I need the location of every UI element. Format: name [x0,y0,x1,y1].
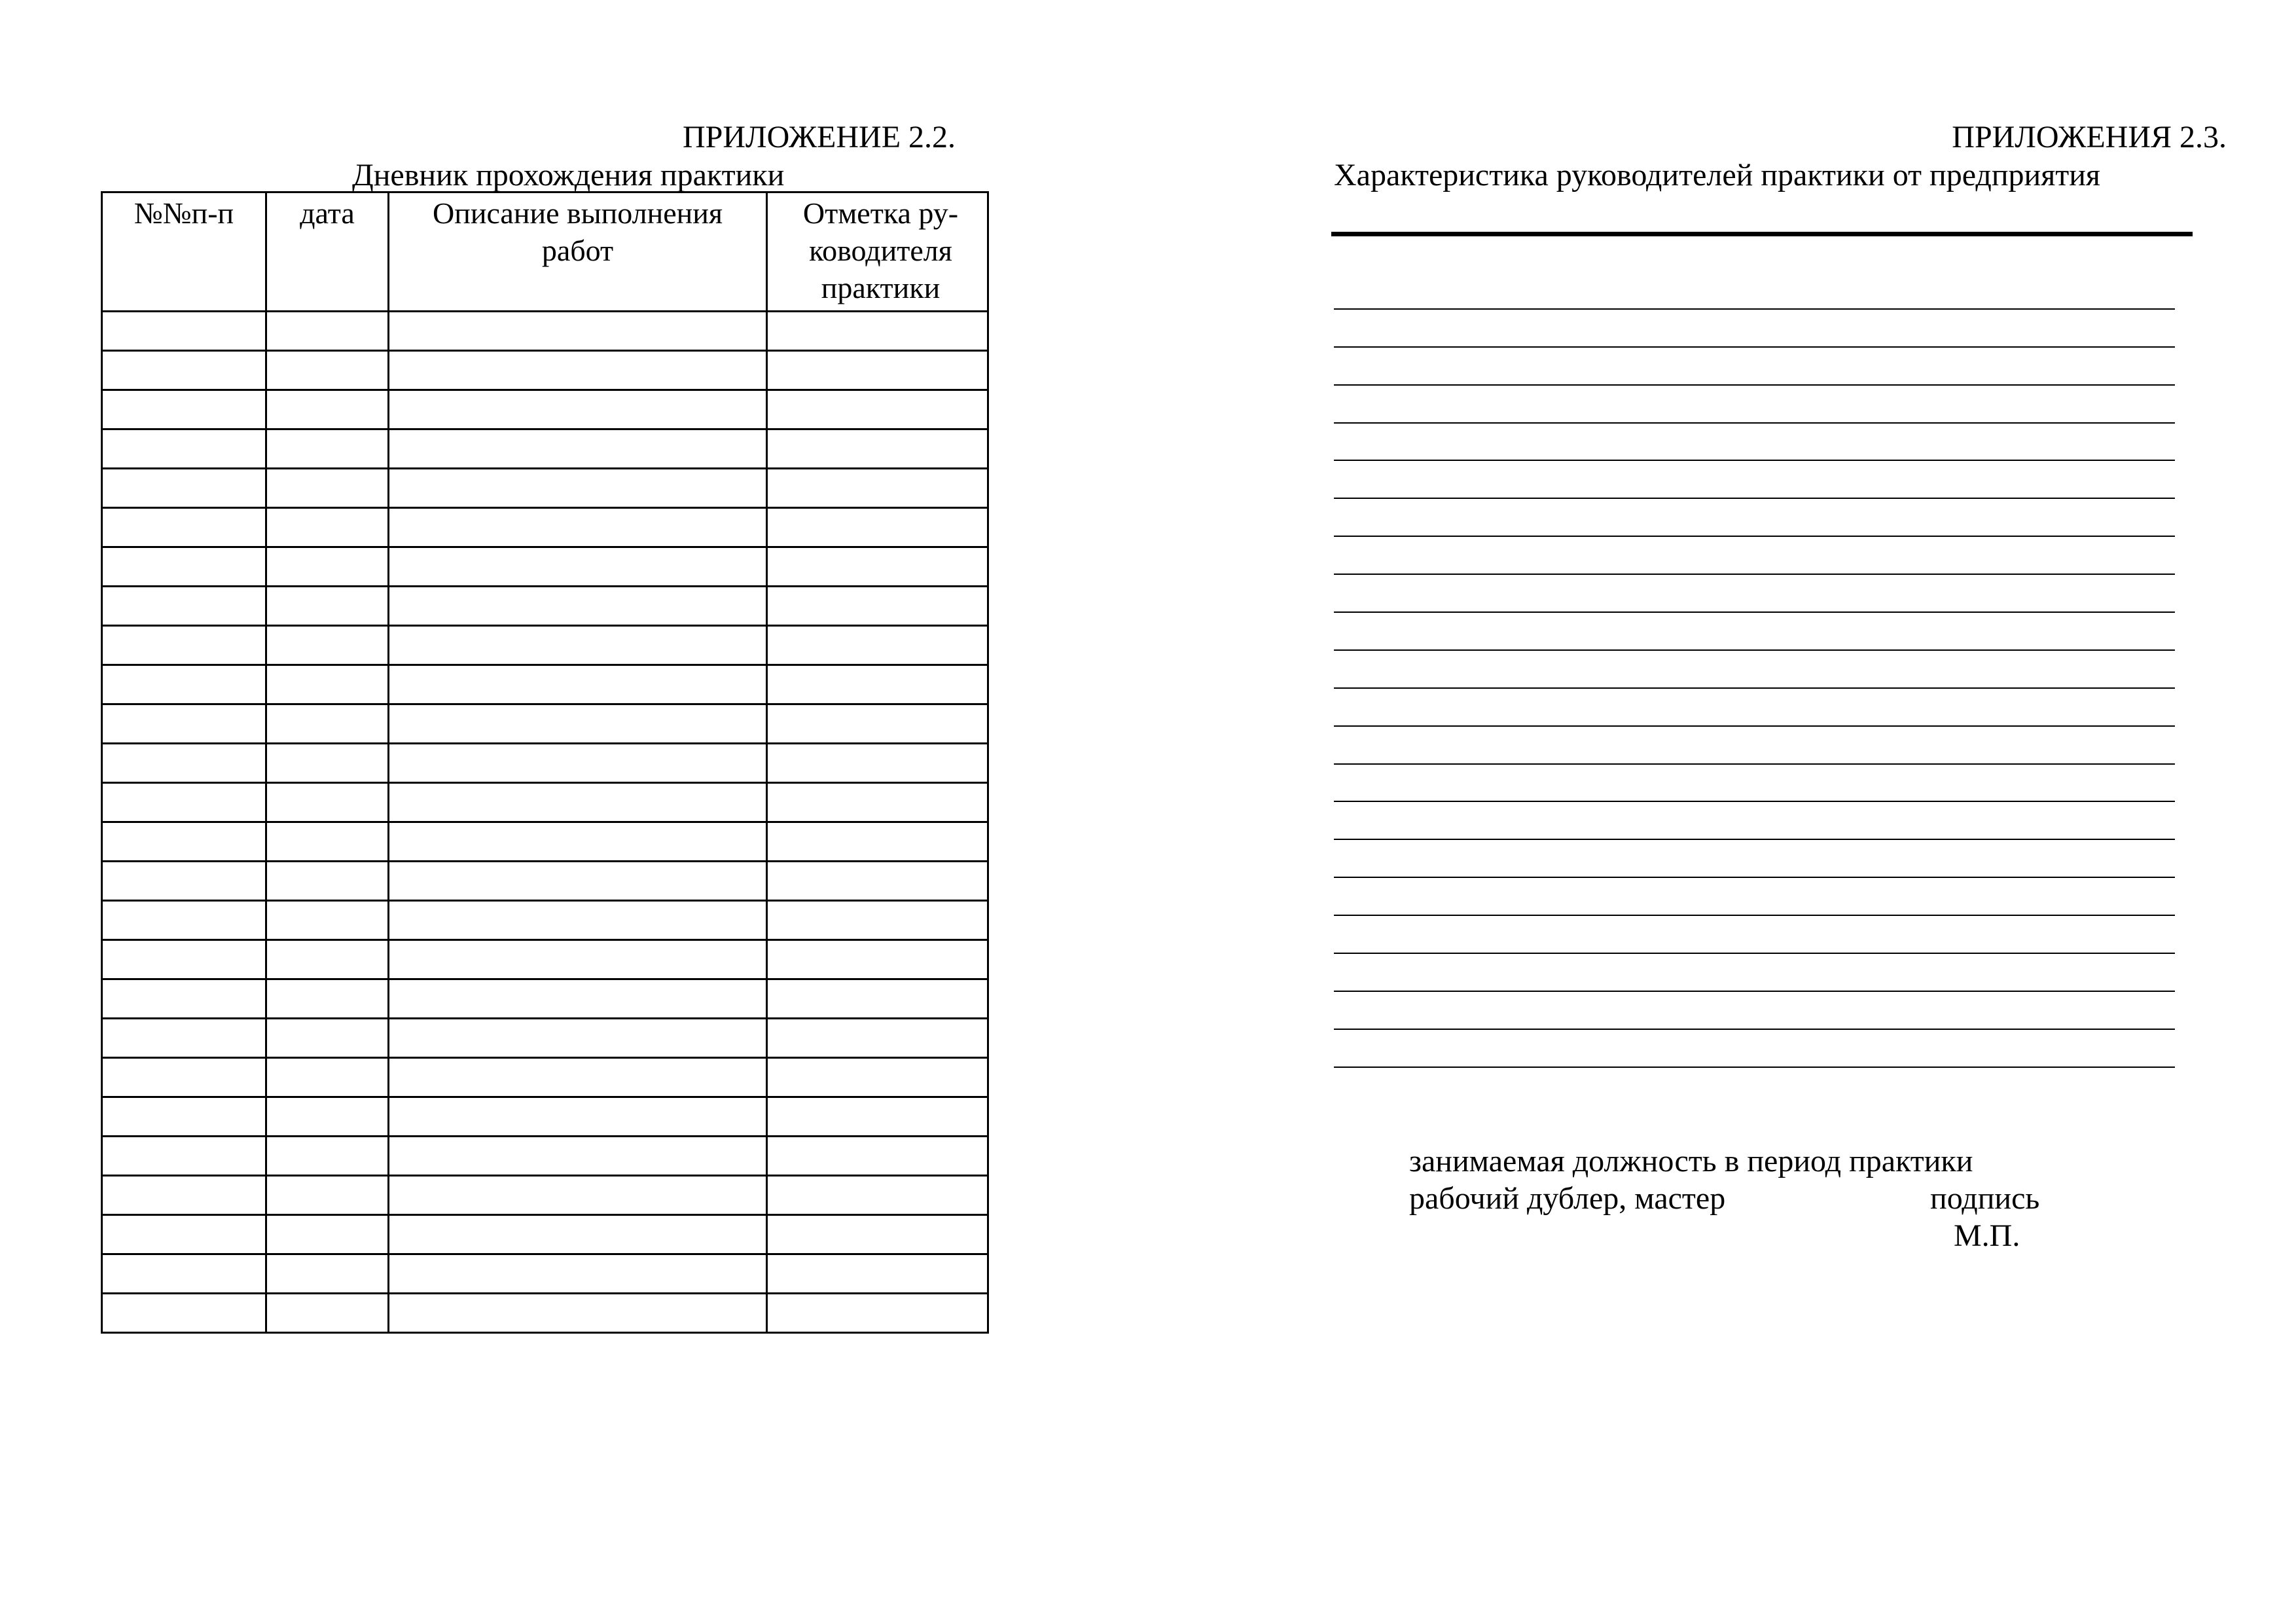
table-cell[interactable] [266,1176,389,1215]
table-cell[interactable] [102,351,266,390]
table-cell[interactable] [266,979,389,1019]
blank-line[interactable] [1334,992,2175,1030]
table-cell[interactable] [389,547,767,587]
table-row [102,1019,988,1058]
table-cell[interactable] [767,429,988,469]
table-cell[interactable] [266,783,389,822]
blank-line[interactable] [1334,575,2175,613]
table-cell[interactable] [767,1097,988,1137]
table-cell[interactable] [102,862,266,901]
blank-line[interactable] [1334,916,2175,954]
thick-divider-line [1331,232,2193,236]
table-row [102,1215,988,1254]
table-header-row [102,192,988,312]
blank-line[interactable] [1334,537,2175,575]
table-cell[interactable] [389,704,767,744]
table-cell[interactable] [266,704,389,744]
blank-line[interactable] [1334,1030,2175,1068]
table-cell[interactable] [389,1215,767,1254]
table-row [102,1176,988,1215]
column-header-supervisor-mark: Отметка ру-ководителя практики [767,192,988,312]
table-cell[interactable] [389,587,767,626]
table-cell[interactable] [266,744,389,783]
table-cell[interactable] [102,508,266,547]
diary-title: Дневник прохождения практики [352,158,785,192]
table-cell[interactable] [102,704,266,744]
characteristic-title: Характеристика руководителей практики от предприятия [1334,158,2101,192]
table-row [102,626,988,665]
table-cell[interactable] [266,469,389,508]
table-cell[interactable] [389,312,767,351]
table-cell[interactable] [767,390,988,429]
table-cell[interactable] [767,626,988,665]
table-cell[interactable] [767,1058,988,1097]
blank-line[interactable] [1334,689,2175,727]
table-row [102,429,988,469]
table-body [102,312,988,1333]
table-cell[interactable] [389,665,767,704]
table-cell[interactable] [767,744,988,783]
table-cell[interactable] [266,1137,389,1176]
table-cell[interactable] [389,901,767,940]
table-cell[interactable] [389,390,767,429]
position-label: занимаемая должность в период практики [1409,1144,1973,1178]
blank-line[interactable] [1334,499,2175,537]
table-cell[interactable] [767,508,988,547]
table-cell[interactable] [389,783,767,822]
table-cell[interactable] [389,1058,767,1097]
table-cell[interactable] [389,351,767,390]
table-cell[interactable] [389,1137,767,1176]
table-cell[interactable] [767,351,988,390]
practice-diary-table [101,191,989,1334]
table-cell[interactable] [389,1254,767,1294]
blank-line[interactable] [1334,272,2175,310]
table-row [102,547,988,587]
table-cell[interactable] [389,429,767,469]
table-row [102,351,988,390]
table-cell[interactable] [102,1058,266,1097]
table-cell[interactable] [102,1137,266,1176]
signature-label: подпись [1930,1181,2040,1216]
table-cell[interactable] [266,1058,389,1097]
blank-line[interactable] [1334,878,2175,916]
table-cell[interactable] [389,1294,767,1333]
table-cell[interactable] [767,704,988,744]
blank-line[interactable] [1334,348,2175,386]
column-header-number: №№п-п [102,192,266,312]
table-row [102,783,988,822]
table-cell[interactable] [266,862,389,901]
table-cell[interactable] [102,1097,266,1137]
table-cell[interactable] [389,508,767,547]
table-cell[interactable] [389,979,767,1019]
table-cell[interactable] [767,901,988,940]
blank-line[interactable] [1334,461,2175,499]
role-label: рабочий дублер, мастер [1409,1181,1726,1216]
table-cell[interactable] [767,940,988,979]
table-row [102,1058,988,1097]
table-cell[interactable] [389,1176,767,1215]
table-cell[interactable] [102,547,266,587]
table-cell[interactable] [767,979,988,1019]
table-cell[interactable] [102,940,266,979]
blank-line[interactable] [1334,424,2175,462]
table-cell[interactable] [389,469,767,508]
table-row [102,940,988,979]
table-cell[interactable] [266,940,389,979]
table-cell[interactable] [102,469,266,508]
table-cell[interactable] [389,822,767,862]
table-cell[interactable] [266,351,389,390]
table-cell[interactable] [389,940,767,979]
table-cell[interactable] [102,822,266,862]
table-cell[interactable] [102,665,266,704]
column-header-description: Описание выполнения работ [389,192,767,312]
table-cell[interactable] [767,1176,988,1215]
blank-line[interactable] [1334,386,2175,424]
table-cell[interactable] [102,744,266,783]
appendix-label: ПРИЛОЖЕНИЕ 2.2. [683,120,956,155]
table-row [102,508,988,547]
table-cell[interactable] [767,1254,988,1294]
table-cell[interactable] [767,862,988,901]
table-cell[interactable] [102,429,266,469]
table-cell[interactable] [266,1254,389,1294]
table-cell[interactable] [767,1137,988,1176]
table-cell[interactable] [767,1294,988,1333]
column-header-date: дата [266,192,389,312]
table-row [102,1097,988,1137]
table-row [102,744,988,783]
table-cell[interactable] [102,901,266,940]
table-cell[interactable] [266,1097,389,1137]
table-cell[interactable] [389,1097,767,1137]
table-cell[interactable] [102,1176,266,1215]
table-cell[interactable] [767,547,988,587]
table-cell[interactable] [767,783,988,822]
blank-writing-lines [1334,272,2175,1068]
table-row [102,901,988,940]
blank-line[interactable] [1334,651,2175,689]
table-row [102,1254,988,1294]
table-row [102,862,988,901]
blank-line[interactable] [1334,840,2175,878]
stamp-label: М.П. [1954,1218,2020,1253]
table-cell[interactable] [767,587,988,626]
table-cell[interactable] [266,312,389,351]
table-cell[interactable] [102,312,266,351]
table-row [102,979,988,1019]
blank-line[interactable] [1334,802,2175,840]
table-cell[interactable] [767,469,988,508]
table-cell[interactable] [266,626,389,665]
right-page [1148,0,2296,1623]
blank-line[interactable] [1334,310,2175,348]
table-cell[interactable] [266,547,389,587]
table-row [102,822,988,862]
table-cell[interactable] [266,822,389,862]
table-row [102,587,988,626]
table-cell[interactable] [102,1215,266,1254]
table-cell[interactable] [102,979,266,1019]
table-cell[interactable] [767,312,988,351]
table-row [102,469,988,508]
table-cell[interactable] [102,1019,266,1058]
appendix-label: ПРИЛОЖЕНИЯ 2.3. [1952,120,2227,155]
table-row [102,1294,988,1333]
table-cell[interactable] [767,1019,988,1058]
table-cell[interactable] [767,665,988,704]
table-cell[interactable] [266,665,389,704]
table-cell[interactable] [767,822,988,862]
blank-line[interactable] [1334,613,2175,651]
table-cell[interactable] [767,1215,988,1254]
table-cell[interactable] [266,429,389,469]
table-cell[interactable] [266,390,389,429]
table-cell[interactable] [266,901,389,940]
table-cell[interactable] [389,862,767,901]
table-row [102,704,988,744]
blank-line[interactable] [1334,727,2175,765]
table-cell[interactable] [389,744,767,783]
table-cell[interactable] [389,626,767,665]
table-cell[interactable] [102,626,266,665]
table-cell[interactable] [266,1215,389,1254]
table-cell[interactable] [102,1254,266,1294]
table-cell[interactable] [102,587,266,626]
table-cell[interactable] [266,1294,389,1333]
table-row [102,390,988,429]
table-cell[interactable] [102,390,266,429]
table-row [102,1137,988,1176]
table-cell[interactable] [266,587,389,626]
table-cell[interactable] [102,783,266,822]
table-cell[interactable] [266,1019,389,1058]
table-cell[interactable] [266,508,389,547]
table-row [102,312,988,351]
blank-line[interactable] [1334,765,2175,803]
table-row [102,665,988,704]
table-cell[interactable] [102,1294,266,1333]
blank-line[interactable] [1334,954,2175,992]
table-cell[interactable] [389,1019,767,1058]
